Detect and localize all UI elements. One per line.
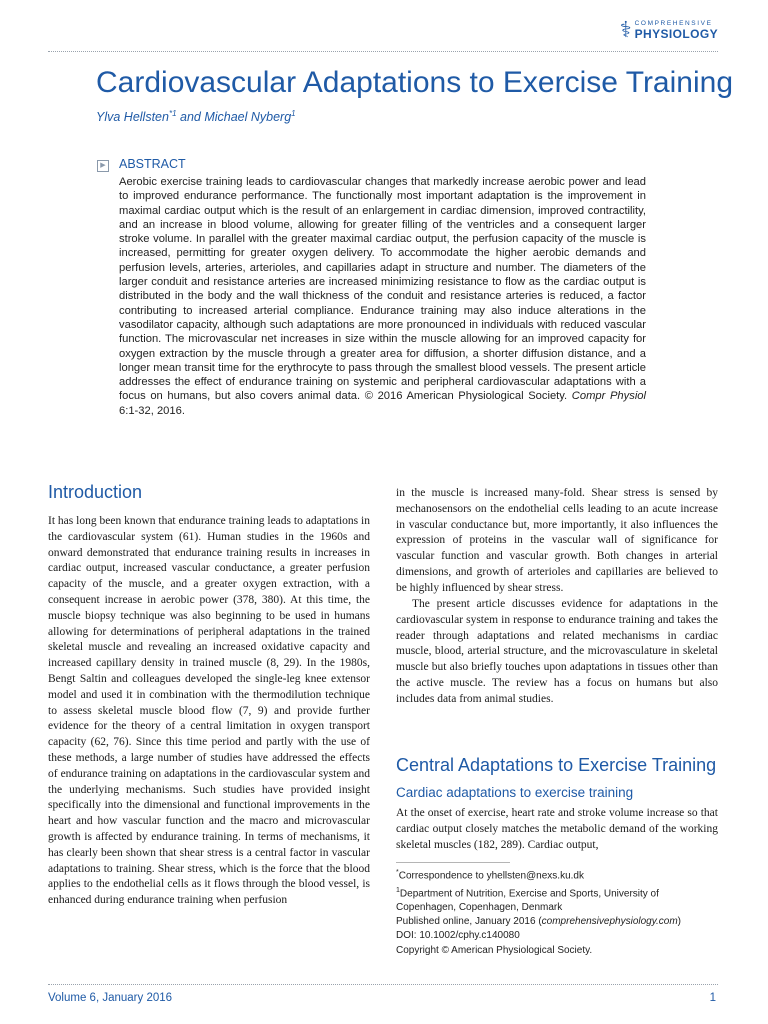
doi-note[interactable]: DOI: 10.1002/cphy.c140080 bbox=[396, 930, 520, 942]
page-number: 1 bbox=[709, 992, 716, 1004]
abstract-copyright: © 2016 American Physiological Society. bbox=[364, 390, 568, 403]
journal-name-line2: PHYSIOLOGY bbox=[634, 27, 718, 41]
affiliation-note: $^1$Department of Nutrition, Exercise and Sports, University of Copenhagen, Copenhagen, Denmark bbox=[396, 886, 659, 914]
footnote-divider bbox=[396, 862, 510, 863]
abstract-heading: ABSTRACT bbox=[119, 157, 186, 171]
abstract-body: Aerobic exercise training leads to cardiovascular changes that markedly increase aerobic power and lead to improved endurance performance. The functionally most important adaptation is the improvement in maximal cardiac output which is the result of an enlargement in cardiac dimension, improved contractility, and an increase in blood volume, allowing for greater filling of the ventricles and a consequent larger stroke volume. In parallel with the greater maximal cardiac output, the perfusion capacity of the muscle is increased, permitting for greater oxygen delivery. To accommodate the higher aerobic demands and perfusion levels, arteries, arterioles, and capillaries adapt in structure and number. The diameters of the larger conduit and resistance arteries are increased minimizing resistance to flow as the cardiac output is distributed in the body and the wall thickness of the conduit and resistance arteries is reduced, a factor contributing to increased arterial compliance. Endurance training may also induce alterations in the vasodilator capacity, although such adaptations are more pronounced in individuals with reduced vascular function. The microvascular net increases in size within the muscle allowing for an improved capacity for oxygen extraction by the muscle through a greater area for diffusion, a shorter diffusion distance, and a longer mean transit time for the erythrocyte to pass through the smallest blood vessels. The present article addresses the effect of endurance training on systemic and peripheral cardiovascular adaptations with a focus on humans, but also covers animal data. © 2016 American Physiological Society. Compr Physiol 6:1-32, 2016. bbox=[119, 176, 647, 417]
header-divider bbox=[48, 51, 718, 52]
introduction-paragraph: It has long been known that endurance training leads to adaptations in the cardiovascular system (61). Human studies in the 1960s and onward demonstrated that endurance training results in increases in cardiac output, increased vascular conductance, a greater perfusion capacity of the muscle, and a greater oxygen extraction, with a consequent increase in aerobic power (378, 380). At this time, the muscle biopsy technique was also beginning to be used in humans allowing for determinations of peripheral adaptations in the trained skeletal muscle and revealing an increased oxidative capacity and increased capillary density in trained muscle (8, 29). In the 1980s, Bengt Saltin and colleagues developed the single-leg knee extensor model and used it in combination with the thermodilution technique to assess skeletal muscle blood flow (7, 9) and provide further evidence for the theory of a central limitation in oxygen transport capacity (62, 76). Since this time period and partly with the use of these methods, a large number of studies have addressed the effects of endurance training on adaptations in the cardiovascular system and the underlying mechanisms. Such studies have provided insight specifically into the dimensional and functional improvements in the heart and how vascular function and the macro and microvascular growth is affected by endurance training. In terms of mechanisms, it has clearly been shown that shear stress is a central factor in vascular adaptations to training. Shear stress, which is the force that the blood applies to the endothelial cells as it flows through the blood vessel, is enhanced during endurance training when perfusion bbox=[48, 515, 370, 907]
correspondence-email[interactable]: Correspondence to yhellsten@nexs.ku.dk bbox=[398, 870, 584, 882]
footer-divider bbox=[48, 984, 718, 985]
journal-name-line1: COMPREHENSIVE bbox=[634, 20, 713, 27]
article-title: Cardiovascular Adaptations to Exercise Training bbox=[96, 66, 734, 99]
journal-logo-icon: ⚕ bbox=[619, 17, 632, 42]
introduction-heading: Introduction bbox=[48, 482, 143, 502]
abstract-play-icon: ▶ bbox=[97, 160, 109, 172]
author-conjunction: and bbox=[176, 110, 205, 125]
author-list bbox=[96, 109, 296, 124]
cardiac-adaptations-paragraph: At the onset of exercise, heart rate and stroke volume increase so that cardiac output closely matches the metabolic demand of the working skeletal muscles (182, 289). Cardiac output, bbox=[396, 807, 718, 851]
journal-logo bbox=[619, 17, 718, 42]
citation-journal: Compr Physiol bbox=[571, 390, 647, 403]
introduction-paragraph-continued: in the muscle is increased many-fold. Shear stress is sensed by mechanosensors on the endothelial cells leading to an acute increase in vascular conductance but, more importantly, it also influences the expression of proteins in the vascular wall of significance for vascular function and vascular growth. Both changes in arterial dimensions, and growth of arterioles and capillaries are believed to be highly influenced by shear stress. bbox=[396, 487, 718, 594]
correspondence-note: *Correspondence to yhellsten@nexs.ku.dk bbox=[396, 869, 584, 882]
published-note: Published online, January 2016 (comprehensivephysiology.com) bbox=[396, 916, 681, 928]
footer-volume: Volume 6, January 2016 bbox=[48, 992, 173, 1004]
footnotes bbox=[396, 866, 721, 958]
author-affiliation-mark: *1 bbox=[168, 109, 177, 118]
journal-website-link[interactable]: comprehensivephysiology.com bbox=[541, 916, 678, 928]
copyright-note: Copyright © American Physiological Society. bbox=[396, 944, 593, 956]
author-name: Michael Nyberg bbox=[204, 110, 292, 125]
central-adaptations-heading: Central Adaptations to Exercise Training bbox=[396, 755, 717, 775]
introduction-paragraph: The present article discusses evidence for adaptations in the cardiovascular system in response to endurance training and takes the reader through adaptations and related mechanisms in cardiac muscle, blood, arterial structure, and the microvasculature in skeletal muscle but also briefly touches upon adaptations in tissues other than the active muscle. The review has a focus on humans but also includes data from animal studies. bbox=[396, 598, 718, 705]
citation-details: 6:1-32, 2016. bbox=[119, 404, 185, 417]
cardiac-adaptations-subheading: Cardiac adaptations to exercise training bbox=[396, 785, 634, 800]
author-affiliation-mark: 1 bbox=[291, 109, 296, 118]
author-name: Ylva Hellsten bbox=[96, 110, 169, 125]
